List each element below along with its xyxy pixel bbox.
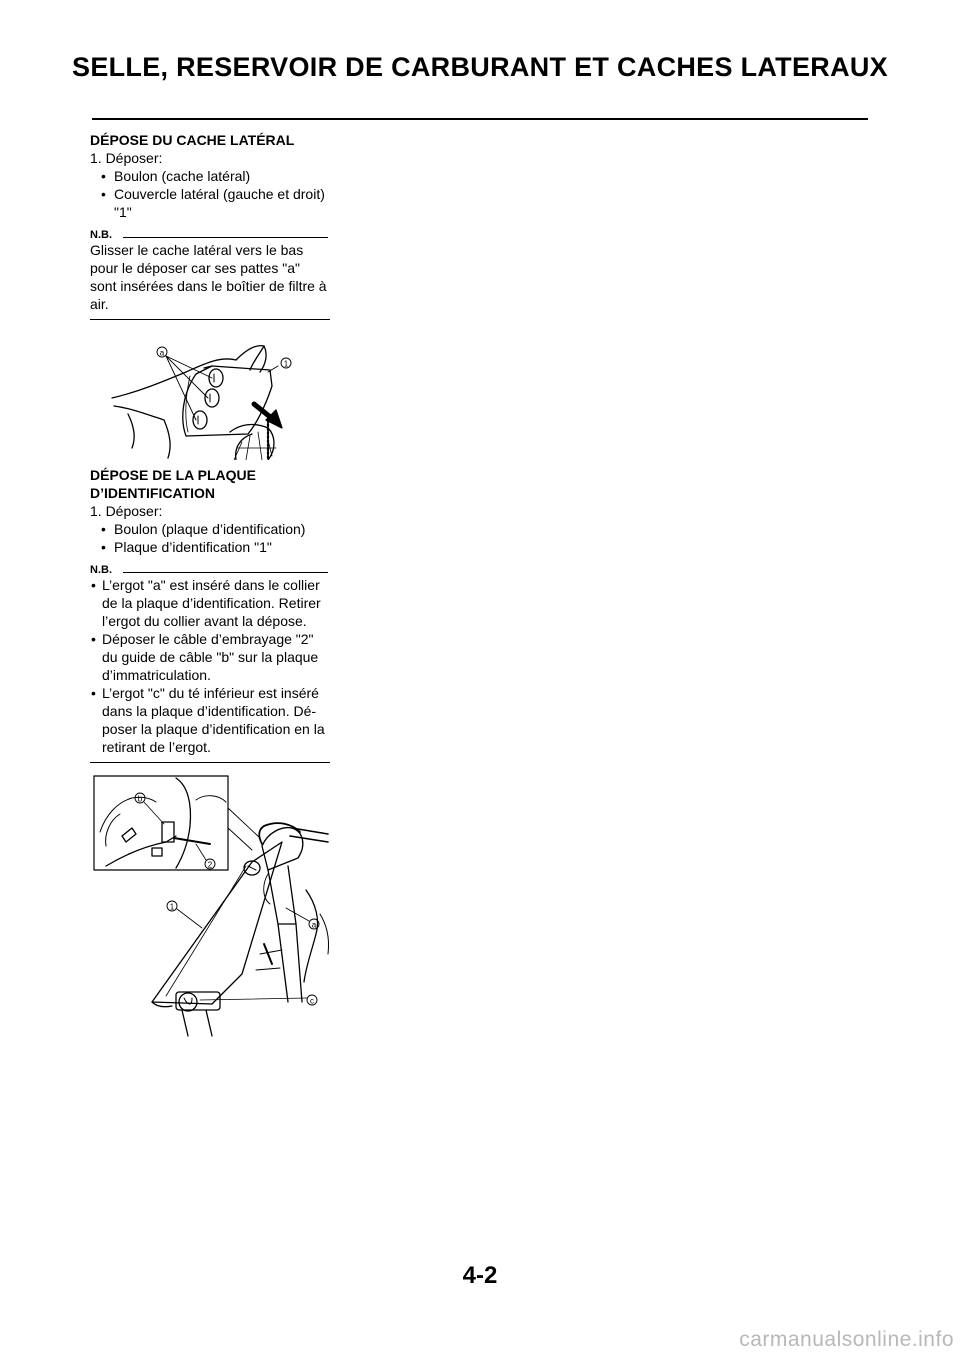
note-text: Glisser le cache latéral vers le bas pour le déposer car ses pattes "a" sont insérées dans le boîtier de filtre à air. <box>90 242 327 312</box>
title-rule <box>92 118 868 120</box>
callout-2: 2 <box>207 860 213 870</box>
list-item: • Plaque d’identification "1" <box>90 538 330 556</box>
number-plate-illustration <box>92 774 332 1060</box>
note-label: N.B. <box>90 229 330 241</box>
list-item: • Couvercle latéral (gauche et droit) "1" <box>90 185 330 221</box>
list-item: • Boulon (plaque d’identification) <box>90 520 330 538</box>
page-title: SELLE, RESERVOIR DE CARBURANT ET CACHES LATERAUX <box>72 52 888 82</box>
list-item: • Boulon (cache latéral) <box>90 167 330 185</box>
list-item: • L’ergot "a" est inséré dans le collier de la plaque d’identification. Retirer l’ergot du collier avant la dépose. <box>90 576 330 630</box>
callout-1: 1 <box>283 359 289 369</box>
callout-a: a <box>311 920 317 930</box>
side-cover-illustration <box>108 336 308 460</box>
step-1: 1. Déposer: <box>90 150 163 166</box>
note-end-rule <box>90 762 330 763</box>
callout-b: b <box>137 794 143 804</box>
callout-1: 1 <box>169 902 175 912</box>
list-item: • L’ergot "c" du té inférieur est inséré dans la plaque d’identification. Dé-poser la plaque d’identification en la retirant de l’ergot. <box>90 684 330 756</box>
section-id-plate <box>90 466 330 763</box>
note-label: N.B. <box>90 564 330 576</box>
watermark: carmanualsonline.info <box>739 1328 954 1351</box>
page-number: 4-2 <box>462 1262 498 1289</box>
step-1: 1. Déposer: <box>90 503 163 519</box>
section-heading: DÉPOSE DE LA PLAQUE D’IDENTIFICATION <box>90 467 256 501</box>
callout-a: a <box>159 348 165 358</box>
list-item: • Déposer le câble d’embrayage "2" du guide de câble "b" sur la plaque d’immatriculation. <box>90 630 330 684</box>
callout-c: c <box>310 996 314 1006</box>
section-side-cover <box>90 131 330 320</box>
section-heading: DÉPOSE DU CACHE LATÉRAL <box>90 132 295 148</box>
note-end-rule <box>90 319 330 320</box>
